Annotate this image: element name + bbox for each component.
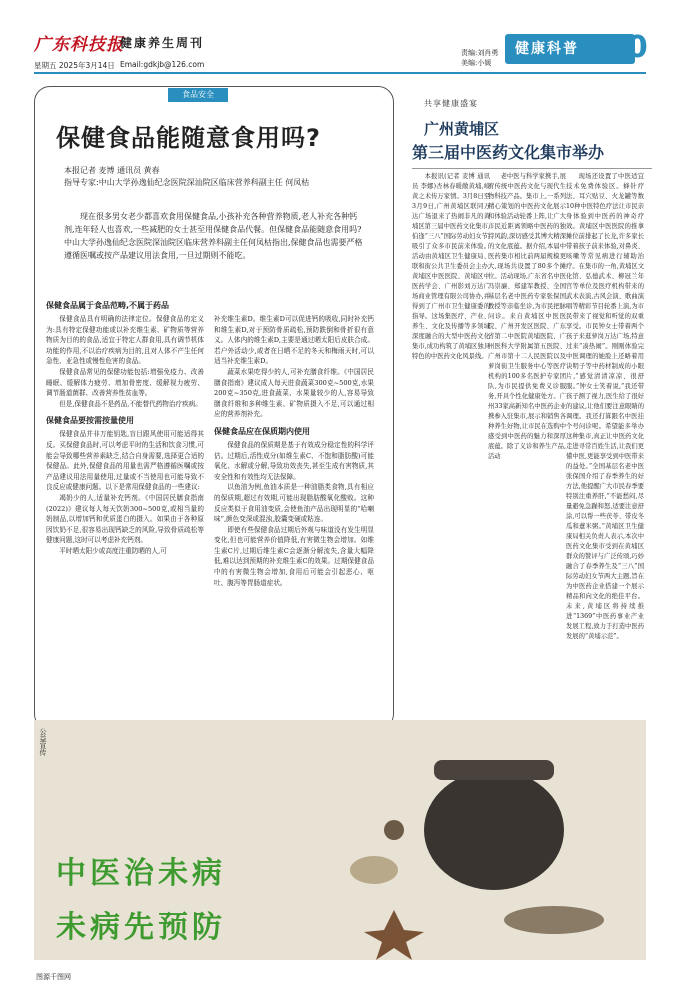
paragraph: 补充维生素D。维生素D可以促进钙的吸收,同时补充钙和维生素D,对于预防骨质疏松,预防跌倒和骨折很有意义。人体内的维生素D,主要是通过晒太阳后皮肤合成。若户外活动少,或者在日晒不足的冬天和梅雨天时,可以适当补充维生素D。 xyxy=(214,315,374,366)
newspaper-logo: 广东科技报 xyxy=(34,35,124,55)
article-lead: 现在很多男女老少都喜欢食用保健食品,小孩补充各种营养物质,老人补充各种钙剂,连年轻人也喜欢,一些减肥的女士甚至用保健食品代餐。但保健食品能随意食用吗?中山大学孙逸仙纪念医院深汕院区临床营养科副主任何凤枯指出,保健食品也需要严格遵循医嘱或按产品建议用法食用,一旦过期则不能吃。 xyxy=(64,212,363,260)
paragraph: 保健食品具有明确的法律定位。保健食品的定义为:具有特定保健功能或以补充维生素、矿物质等营养物质为目的的食品,适宜于特定人群食用,具有调节机体功能的作用,不以治疗疾病为目的,且对人体不产生任何急性、亚急性或慢性危害的食品。 xyxy=(46,315,204,366)
section-label: 共享健康盛宴 xyxy=(424,99,478,108)
right-title-line-1: 广州黄埔区 xyxy=(424,120,500,138)
paragraph: 但是,保健食品不是药品,不能替代药物治疗疾病。 xyxy=(59,399,202,408)
weekly-title: 健康养生周刊 xyxy=(120,36,205,50)
expert-line: 指导专家:中山大学孙逸仙纪念医院深汕院区临床营养科副主任 何凤枯 xyxy=(64,178,310,187)
article-title: 保健食品能随意食用吗? xyxy=(56,124,321,152)
paragraph: 平时晒太阳少或高度注重防晒的人,可 xyxy=(59,546,167,555)
editor-credits xyxy=(461,48,498,68)
paragraph: 以鱼油为例,鱼油本质是一种油脂类食物,具有相应的保质期,超过有效期,可能出现脂肪酸氧化酸败。这种反应类似于食用油变质,会使鱼油产品出现明显的“哈喇味”,颜色变深或混浊,胶囊变硬或粘连。 xyxy=(214,483,374,524)
paragraph: 保健食品的保质期是基于有效成分稳定性的科学评估。过期后,活性成分(如维生素C、不饱和脂肪酸)可能氧化、水解或分解,导致功效丧失,甚至生成有害物质,其安全性和有效性均无法保障。 xyxy=(214,440,374,481)
editor-name: 责编:刘肖勇 xyxy=(461,49,499,57)
ad-label: 公益宣传 xyxy=(39,728,47,756)
byline xyxy=(64,165,309,189)
section-heading: 保健食品应在保质期内使用 xyxy=(214,426,310,436)
column-name: 健康科普 xyxy=(515,41,579,57)
paragraph: 现场还设置了中医适宜技术免费体验区。蜂针疗法、耳穴贴豆、火龙罐等数10种中医特色疗法让市民亲身体验到中医药的神奇疗效。黄埔区中医医院的推拿摊位前排起了长龙,许多家长带着孩子前来体验,对鼻炎、咳嗽等常见病进行辅助治疗。在集市的一角,黄埔区文化馆、弘德武术、柳冠兰年宫等单位及医疗机构带来的武术表演,古风会演、歌曲演唱等精彩节目轮番上演,为市民带来了视觉和听觉的双重享受。市民钟女士带着两个孩子来逛萝岗万达广场,特意过来“凑热闹”。刚刚体验完中医调理的她脸上还略着用诀明子等中药材制成的小眼片,“感觉清清凉凉、很舒服。”钟女士笑着说,“我还带孩子测了视力,医生给了很好的建议,让他们要注意眼睛的调理。我还打算跟名中医挂个号问诊呢。希望能多举办这种集市,真正让中医药文化走进寻常百姓生活,让我们更懂中医,更能享受到中医带来的益处。”全国基层名老中医张保国介绍了春季养生的好方法,他提醒广大市民春季要特别注重养肝,“不能愁闷,尽量避免急躁和怒,适要注意舒涂,可以帮一些茯苓、带皮冬瓜和薏米粥。”黄埔区卫生健康局相关负责人表示,本次中医药文化集市受到在黄埔区群众的赞评与广泛传颂,巧妙融合了春季养生及“三八”国际劳动妇女节两大主题,旨在为中医药企业搭建一个展示精品和向文化的绝佳平台。未来,黄埔区将持续推进“1369”中医药事业产业发展工程,致力于打造中医药发展的“黄埔示范”。 xyxy=(566,173,644,640)
paragraph: 保健食品常见的保健功能包括:增强免疫力、改善睡眠、缓解体力疲劳、增加骨密度、缓解视力疲劳、调节肠道菌群、改善营养性贫血等。 xyxy=(46,367,204,398)
paragraph: 竭奶少的人,适量补充钙剂。《中国居民膳食指南(2022)》建议每人每天饮奶300~500克,或相当量的奶制品,以增加钙和优质蛋白的摄入。如果由于各种原因饮奶不足,很容易出现钙缺乏的风险,导致骨质疏松等健康问题,这时可以考虑补充钙剂。 xyxy=(46,493,204,545)
right-column-3 xyxy=(566,172,644,642)
section-heading: 保健食品属于食品范畴,不属于药品 xyxy=(46,301,170,310)
article-column-2 xyxy=(214,314,374,588)
image-credit: 图源千图网 xyxy=(36,973,71,981)
ad-slogan-1: 中医治未病 xyxy=(56,856,226,891)
paragraph: 本报讯(记者 麦博 通讯员 李娜)杏林春暖敞黄埔,岐黄之术传万家情。3月8日至3月9日,广州黄埔区联同万达广场退来了热闹非凡的黄埔区第三届中医药文化集市,伯逢“三八”国际劳动妇女节,吸引了众多市民前来体验。活动由黄埔区卫生健康局、联和街公共卫生委员会主办,黄埔区中医医院、黄埔区中医药学会、广州影刘万达广场商业管理有限公司协办,并得到了广州市卫生健康委的指导。这场集医疗、产业、养生、文化及传播等多领域深度融合的大型中医药文化集市,成功构筑了黄埔区独具特色的中医药文化风景线。 xyxy=(412,173,490,360)
category-tag: 食品安全 xyxy=(168,88,228,102)
right-title-line-2: 第三届中医药文化集市举办 xyxy=(412,143,605,162)
page-number: 10 xyxy=(606,30,648,65)
reporter-line: 本报记者 麦博 通讯员 黄春 xyxy=(64,166,160,175)
paragraph: 老中医与科学家携手,展宥传统中医药文化与现代生物科技产品。集市上,一系列精心策划的中医药文化展示和体验活动轮番上阵,让广大市民近距离领略中医药的独特风韵,深切感受其博大精深的文化底蕴。据介绍,本届中医药集市相比前两届规模更大,现场共设置了80多个摊位。活动现场,广东省名中医冯崇廉、郑建军教授、全国基层名老中医药专家张保国教授等亲临坐诊,为市民把脉问诊。来自黄埔区中医医院、广州开发区医院、广东省第二中医院黄埔医院、广州医科大学附属第五医院、广州市第十二人民医院以及萝岗街卫生服务中心等医疗机构的100多名医护专家团队,为市民提供免费义诊服务,开具个性化健康处方。广州33家高新知名中医药企业携参入驻集市,展示和销售各种养生好物,让市民在选购中感受到中医药的魅力和深厚底蕴。除了义诊和养生产品,活动 xyxy=(488,173,566,460)
right-column-1 xyxy=(412,172,490,362)
right-column-2 xyxy=(488,172,566,462)
paragraph: 保健食品并非万能钥匙,盲目跟风使用可能适得其反。买保健食品时,可以考虑平时的生活和饮食习惯,可能会导致哪些营养素缺乏,结合自身需要,选择更合适的保健品。此外,保健食品的用量也需严格遵循医嘱或按产品建议用法用量使用,过量或不当使用也可能导致不良反应或健康问题。以下是常用保健食品的一些建议: xyxy=(46,430,204,492)
article-column-1 xyxy=(46,294,204,556)
ad-slogan-2: 未病先预防 xyxy=(56,910,226,945)
header-divider xyxy=(34,72,646,74)
title-divider xyxy=(412,168,652,169)
section-heading: 保健食品要按需按量使用 xyxy=(46,416,134,426)
contact-email: Email:gdkjb@126.com xyxy=(120,60,205,69)
paragraph: 蔬菜水果吃得少的人,可补充膳食纤维。《中国居民膳食指南》建议成人每天进食蔬菜300克~500克,水果200克~350克,进食蔬菜、水果量较少的人,容易导致膳食纤维和多种维生素、矿物质摄入不足,可以通过相应的营养剂补充。 xyxy=(214,367,374,419)
designer-name: 美编:小媛 xyxy=(461,59,492,67)
paragraph: 即使有些保健食品过期后外观与味道没有发生明显变化,但也可能营养价值降低,有害微生物会增加。如维生素C片,过期后维生素C会逐渐分解流失,含量大幅降低,难以达到预期的补充维生素C的效果。过期保健食品中的有害微生物会增加,食用后可能会引起恶心、呕吐、腹泻等胃肠道症状。 xyxy=(214,525,374,587)
issue-date: 星期五 2025年3月14日 xyxy=(34,61,115,70)
